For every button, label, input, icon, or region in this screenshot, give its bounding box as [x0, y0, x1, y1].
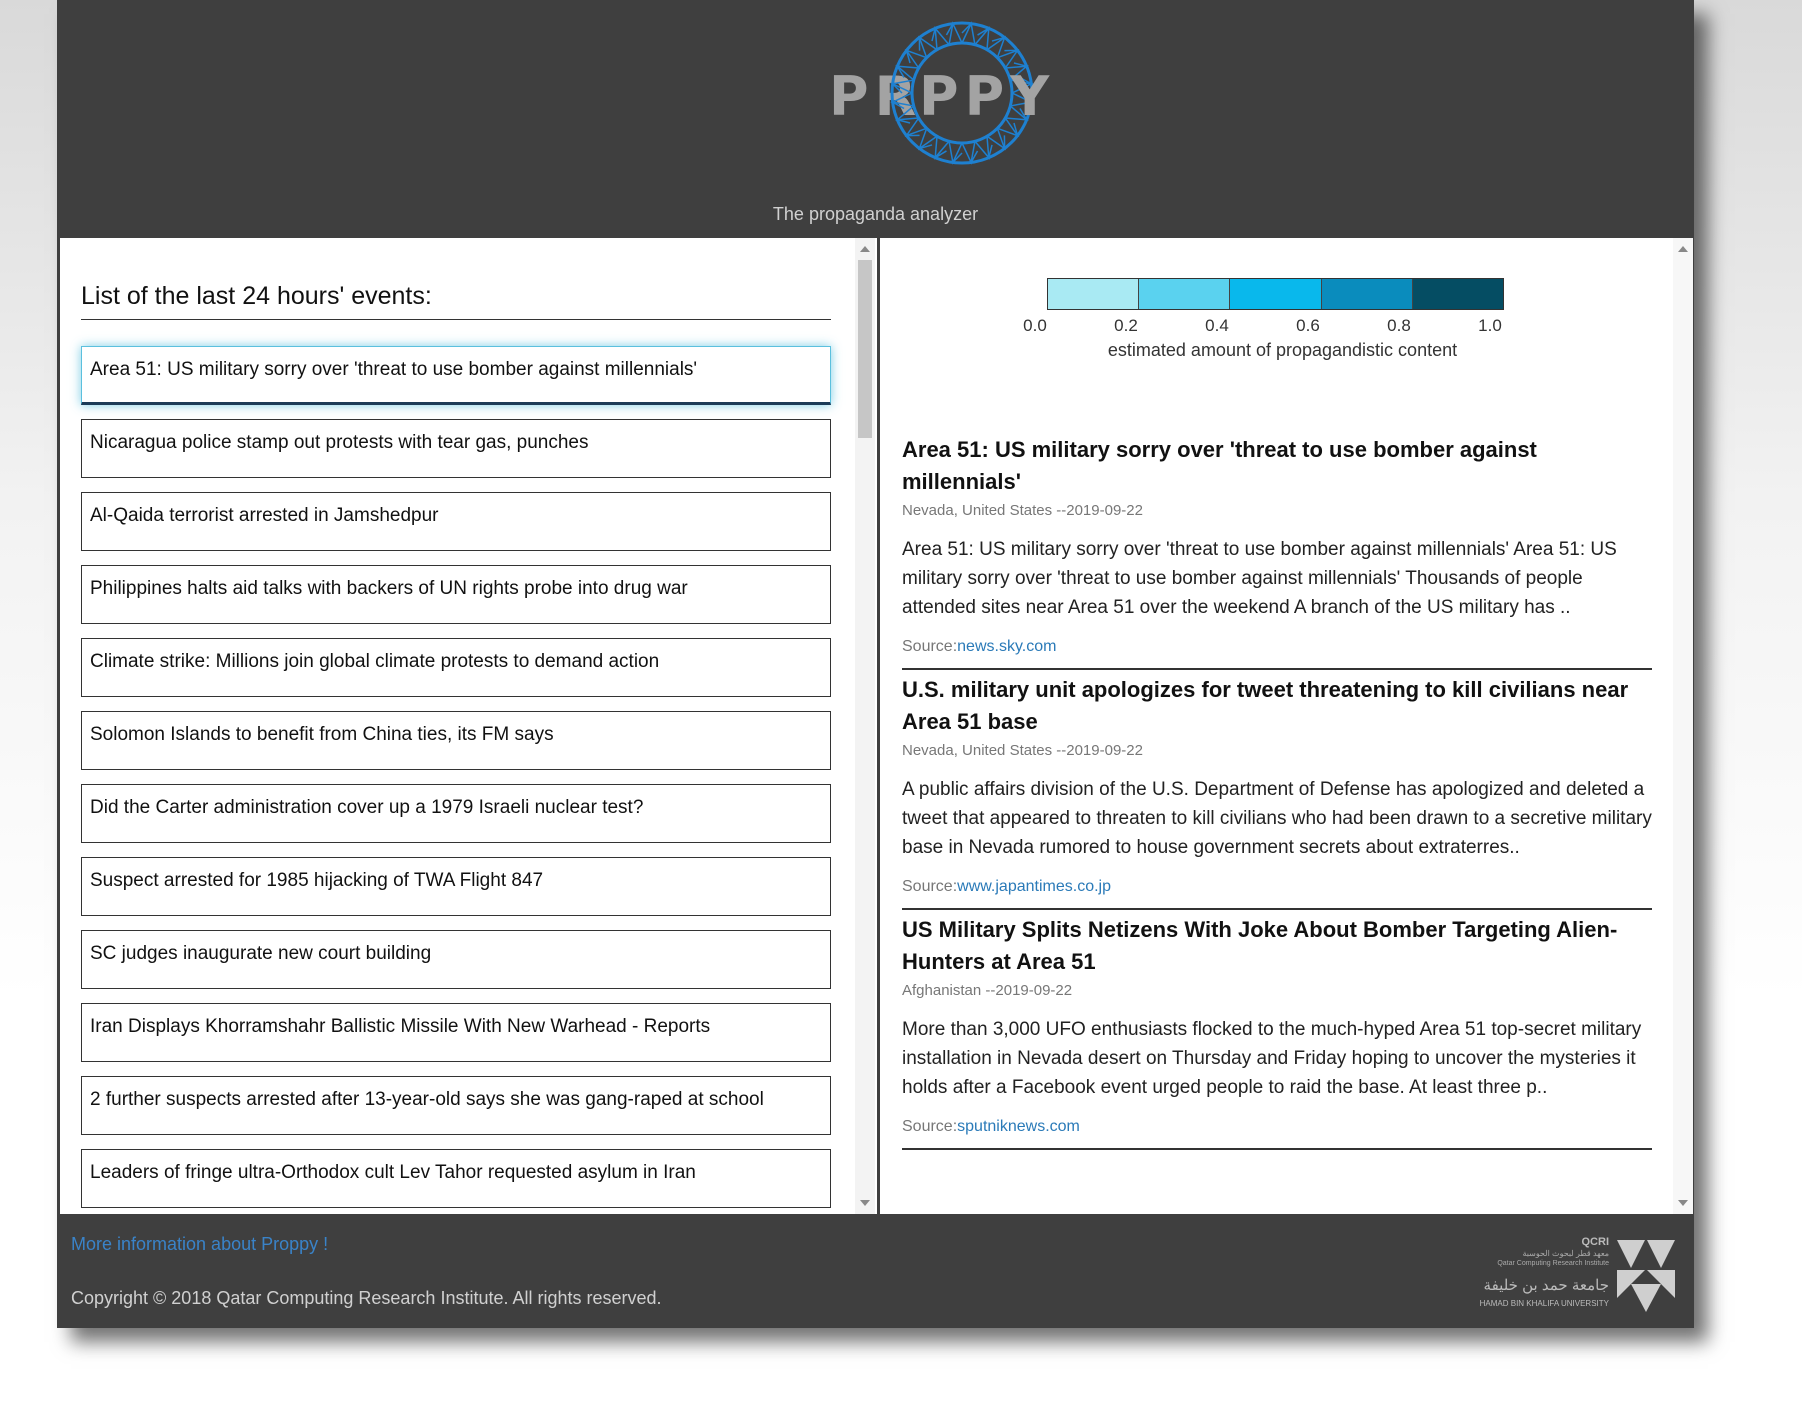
articles-scrollbar[interactable] [1673, 238, 1693, 1214]
scroll-down-arrow-icon[interactable] [1678, 1200, 1688, 1206]
article-card [902, 674, 1652, 910]
scroll-up-arrow-icon[interactable] [1678, 246, 1688, 252]
event-item[interactable]: Leaders of fringe ultra-Orthodox cult Lev Tahor requested asylum in Iran [81, 1149, 831, 1208]
article-body: More than 3,000 UFO enthusiasts flocked to the much-hyped Area 51 top-secret military installation in Nevada desert on Thursday and Friday hoping to uncover the mysteries it holds after a Facebook event urged people to raid the base. At least three p.. [902, 1019, 1642, 1098]
hbku-emblem-icon [1615, 1238, 1677, 1314]
scale-segment [1413, 279, 1503, 309]
proppy-logo[interactable] [767, 18, 1056, 172]
scroll-down-arrow-icon[interactable] [860, 1200, 870, 1206]
articles-panel [880, 238, 1693, 1214]
event-item[interactable]: Climate strike: Millions join global climate protests to demand action [81, 638, 831, 697]
article-source [902, 638, 1652, 656]
articles-list [902, 434, 1652, 1154]
copyright: Copyright © 2018 Qatar Computing Research Institute. All rights reserved. [71, 1288, 662, 1308]
article-card [902, 914, 1652, 1150]
source-label: Source: [902, 878, 958, 895]
propaganda-scale [880, 278, 1693, 388]
scale-tick-label: 0.8 [1387, 316, 1411, 335]
scale-tick-label: 1.0 [1478, 316, 1502, 335]
scale-tick-label: 0.0 [1023, 316, 1047, 335]
scale-tick-label: 0.6 [1296, 316, 1320, 335]
article-source [902, 878, 1652, 896]
event-item[interactable]: Did the Carter administration cover up a 1979 Israeli nuclear test? [81, 784, 831, 843]
footer [57, 1216, 1694, 1328]
header [57, 0, 1694, 236]
source-link[interactable]: www.japantimes.co.jp [957, 878, 1111, 895]
scale-segment [1139, 279, 1230, 309]
article-meta: Afghanistan --2019-09-22 [902, 982, 1073, 999]
scale-segment [1048, 279, 1139, 309]
logo-text-left: PR [829, 65, 923, 128]
app-window [57, 0, 1694, 1328]
event-item[interactable]: Iran Displays Khorramshahr Ballistic Missile With New Warhead - Reports [81, 1003, 831, 1062]
scale-tick-label: 0.4 [1205, 316, 1229, 335]
qcri-name: Qatar Computing Research Institute [1497, 1260, 1609, 1267]
event-item[interactable]: Area 51: US military sorry over 'threat to use bomber against millennials' [81, 346, 831, 405]
hbku-arabic: جامعة حمد بن خليفة [1483, 1277, 1609, 1294]
article-meta: Nevada, United States --2019-09-22 [902, 742, 1143, 759]
more-info-link[interactable]: More information about Proppy ! [71, 1234, 329, 1254]
source-link[interactable]: news.sky.com [957, 638, 1057, 655]
source-link[interactable]: sputniknews.com [957, 1118, 1080, 1135]
event-item[interactable]: Philippines halts aid talks with backers of UN rights probe into drug war [81, 565, 831, 624]
event-item[interactable]: SC judges inaugurate new court building [81, 930, 831, 989]
article-body: Area 51: US military sorry over 'threat to use bomber against millennials' Area 51: US military sorry over 'threat to use bomber against millennials' Thousands of people attended sites near Area 51 over the weekend A branch of the US military has .. [902, 539, 1617, 618]
qcri-hbku-logo [1467, 1236, 1677, 1316]
event-item[interactable]: Solomon Islands to benefit from China ties, its FM says [81, 711, 831, 770]
article-card [902, 434, 1652, 670]
event-item[interactable]: Suspect arrested for 1985 hijacking of TWA Flight 847 [81, 857, 831, 916]
events-scrollbar[interactable] [855, 238, 875, 1214]
scroll-thumb[interactable] [858, 260, 872, 438]
scale-segment [1230, 279, 1321, 309]
events-list [81, 346, 831, 1214]
article-meta: Nevada, United States --2019-09-22 [902, 502, 1143, 519]
qcri-arabic: معهد قطر لبحوث الحوسبة [1522, 1249, 1609, 1258]
event-item[interactable]: 2 further suspects arrested after 13-year-old says she was gang-raped at school [81, 1076, 831, 1135]
scale-segment [1322, 279, 1413, 309]
hbku-name: HAMAD BIN KHALIFA UNIVERSITY [1479, 1299, 1609, 1308]
article-title[interactable]: U.S. military unit apologizes for tweet threatening to kill civilians near Area 51 base [902, 677, 1629, 734]
article-body: A public affairs division of the U.S. Department of Defense has apologized and deleted a tweet that appeared to threaten to kill civilians who had been drawn to a secretive military base in Nevada rumored to house government secrets about extraterres.. [902, 779, 1652, 858]
source-label: Source: [902, 638, 958, 655]
logo-text-right: PPY [919, 65, 1056, 128]
scale-bar [1047, 278, 1504, 310]
events-panel [60, 238, 877, 1214]
scale-caption: estimated amount of propagandistic content [1107, 340, 1458, 360]
event-item[interactable]: Al-Qaida terrorist arrested in Jamshedpur [81, 492, 831, 551]
qcri-label: QCRI [1581, 1236, 1609, 1248]
article-title[interactable]: US Military Splits Netizens With Joke About Bomber Targeting Alien-Hunters at Area 51 [902, 917, 1618, 974]
event-item[interactable]: Nicaragua police stamp out protests with tear gas, punches [81, 419, 831, 478]
tagline: The propaganda analyzer [772, 204, 979, 224]
source-label: Source: [902, 1118, 958, 1135]
article-source [902, 1118, 1652, 1136]
scale-tick-label: 0.2 [1114, 316, 1138, 335]
scroll-up-arrow-icon[interactable] [860, 246, 870, 252]
events-heading: List of the last 24 hours' events: [81, 282, 831, 320]
article-title[interactable]: Area 51: US military sorry over 'threat to use bomber against millennials' [902, 437, 1537, 494]
